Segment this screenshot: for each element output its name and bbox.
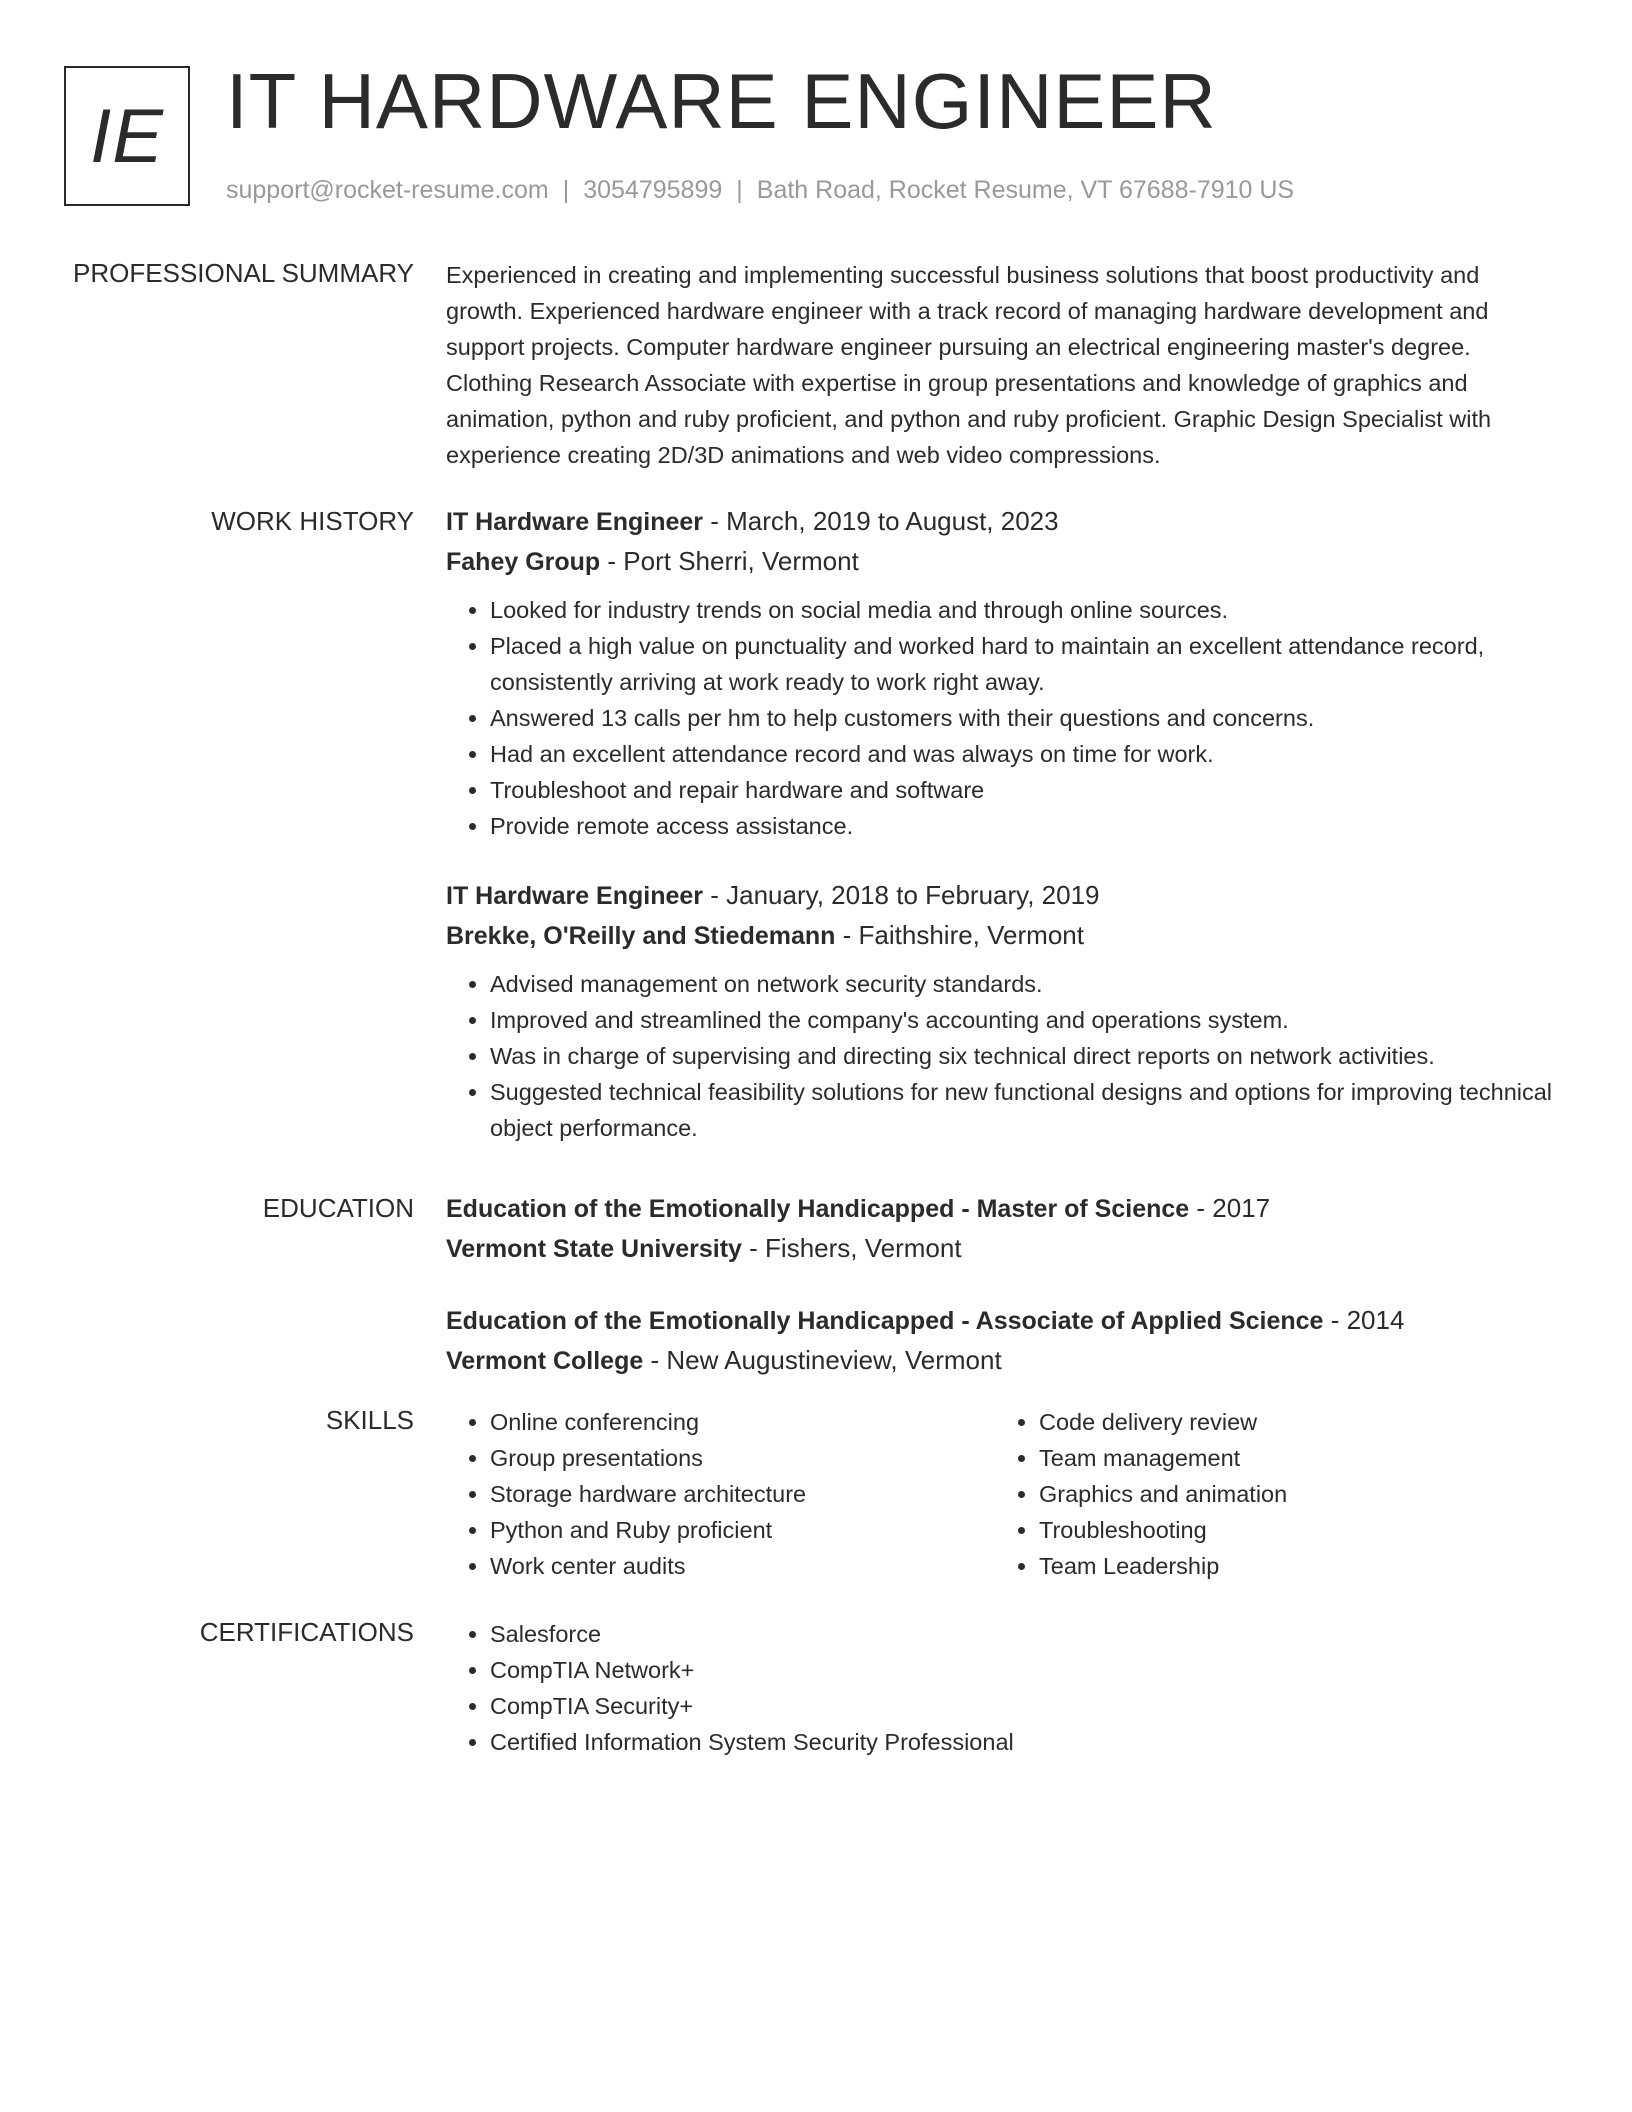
skill-item: • Storage hardware architecture xyxy=(490,1476,995,1512)
job-location: - Port Sherri, Vermont xyxy=(600,546,859,576)
job-company-line xyxy=(446,542,1556,582)
degree-line xyxy=(446,1189,1556,1229)
contact-line xyxy=(226,176,1294,205)
skills-list-left xyxy=(446,1404,995,1584)
degree-name: Education of the Emotionally Handicapped - Associate of Applied Science xyxy=(446,1307,1324,1335)
job-location: - Faithshire, Vermont xyxy=(835,920,1084,950)
skill-item: • Team Leadership xyxy=(1039,1548,1544,1584)
skill-item: • Team management xyxy=(1039,1440,1544,1476)
job-title-line xyxy=(446,502,1556,542)
job-bullet: • Provide remote access assistance. xyxy=(490,808,1556,844)
skills-list-right xyxy=(995,1404,1544,1584)
job-company: Fahey Group xyxy=(446,548,601,576)
skill-item: • Code delivery review xyxy=(1039,1404,1544,1440)
school-name: Vermont College xyxy=(446,1347,644,1375)
section-label-education: EDUCATION xyxy=(262,1193,414,1223)
monogram-badge xyxy=(64,66,190,206)
skill-item: • Work center audits xyxy=(490,1548,995,1584)
contact-separator: | xyxy=(736,176,743,204)
summary-text: Experienced in creating and implementing successful business solutions that boost productivity and growth. Experienced hardware engineer with a track record of managing hardware development and support projects. Computer hardware engineer pursuing an electrical engineering master's degree. Clothing Research Associate with expertise in group presentations and knowledge of graphics and animation, python and ruby proficient, and python and ruby proficient. Graphic Design Specialist with experience creating 2D/3D animations and web video compressions. xyxy=(446,262,1492,468)
contact-separator: | xyxy=(562,176,570,204)
skill-item: • Python and Ruby proficient xyxy=(490,1512,995,1548)
job-bullet: • Answered 13 calls per hm to help customers with their questions and concerns. xyxy=(490,700,1556,736)
education-entry xyxy=(446,1301,1556,1381)
certification-item: • Salesforce xyxy=(490,1616,1556,1652)
job-entry xyxy=(446,876,1556,1146)
skills-columns xyxy=(446,1404,1556,1584)
skill-item: • Troubleshooting xyxy=(1039,1512,1544,1548)
job-entry xyxy=(446,502,1556,844)
skill-item: • Graphics and animation xyxy=(1039,1476,1544,1512)
certification-item: • Certified Information System Security Professional xyxy=(490,1724,1556,1760)
job-company-line xyxy=(446,916,1556,956)
job-bullet: • Improved and streamlined the company's accounting and operations system. xyxy=(490,1002,1556,1038)
school-line xyxy=(446,1229,1556,1269)
monogram-initials: IE xyxy=(90,93,164,179)
school-name: Vermont State University xyxy=(446,1235,742,1263)
contact-email: support@rocket-resume.com xyxy=(226,176,549,204)
job-title: IT Hardware Engineer xyxy=(446,882,704,910)
resume-title: IT HARDWARE ENGINEER xyxy=(226,57,1217,145)
certification-item: • CompTIA Security+ xyxy=(490,1688,1556,1724)
education-entry xyxy=(446,1189,1556,1269)
job-bullet: • Suggested technical feasibility solutions for new functional designs and options for improving technical object performance. xyxy=(490,1074,1556,1146)
school-location: - New Augustineview, Vermont xyxy=(643,1345,1002,1375)
certification-item: • CompTIA Network+ xyxy=(490,1652,1556,1688)
job-title: IT Hardware Engineer xyxy=(446,508,704,536)
job-title-line xyxy=(446,876,1556,916)
degree-name: Education of the Emotionally Handicapped - Master of Science xyxy=(446,1195,1190,1223)
job-bullet: • Was in charge of supervising and directing six technical direct reports on network activities. xyxy=(490,1038,1556,1074)
job-bullet: • Placed a high value on punctuality and worked hard to maintain an excellent attendance record, consistently arriving at work ready to work right away. xyxy=(490,628,1556,700)
contact-phone: 3054795899 xyxy=(583,176,723,204)
contact-address: Bath Road, Rocket Resume, VT 67688-7910 US xyxy=(756,176,1295,204)
job-bullet: • Had an excellent attendance record and was always on time for work. xyxy=(490,736,1556,772)
section-label-summary: PROFESSIONAL SUMMARY xyxy=(73,258,414,288)
job-company: Brekke, O'Reilly and Stiedemann xyxy=(446,922,836,950)
job-bullets xyxy=(446,592,1556,844)
degree-year: - 2014 xyxy=(1323,1305,1405,1335)
section-label-skills: SKILLS xyxy=(325,1405,414,1435)
job-bullets xyxy=(446,966,1556,1146)
skill-item: • Online conferencing xyxy=(490,1404,995,1440)
job-dates: - January, 2018 to February, 2019 xyxy=(703,880,1100,910)
skill-item: • Group presentations xyxy=(490,1440,995,1476)
degree-year: - 2017 xyxy=(1189,1193,1271,1223)
degree-line xyxy=(446,1301,1556,1341)
job-bullet: • Troubleshoot and repair hardware and software xyxy=(490,772,1556,808)
certifications-list xyxy=(446,1616,1556,1760)
section-label-certifications: CERTIFICATIONS xyxy=(199,1617,414,1647)
school-line xyxy=(446,1341,1556,1381)
job-dates: - March, 2019 to August, 2023 xyxy=(703,506,1059,536)
job-bullet: • Advised management on network security standards. xyxy=(490,966,1556,1002)
section-label-work-history: WORK HISTORY xyxy=(211,506,414,536)
school-location: - Fishers, Vermont xyxy=(741,1233,962,1263)
job-bullet: • Looked for industry trends on social media and through online sources. xyxy=(490,592,1556,628)
